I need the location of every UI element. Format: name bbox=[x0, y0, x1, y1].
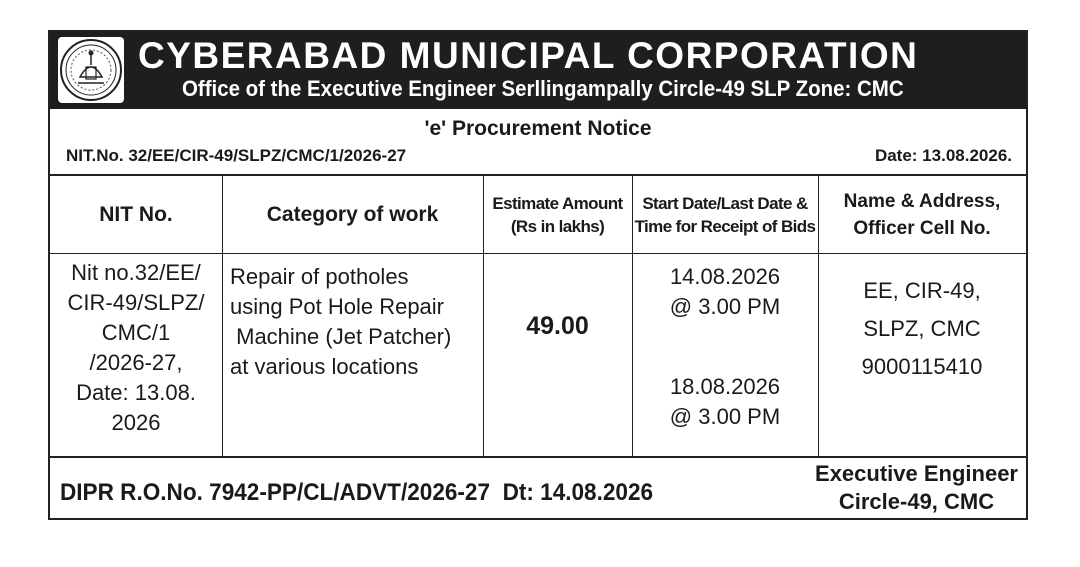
cell-category-line: Repair of potholes bbox=[230, 264, 409, 289]
cell-nit-no-line: CIR-49/SLPZ/ bbox=[67, 290, 205, 315]
notice-date: Date: 13.08.2026. bbox=[874, 146, 1012, 165]
header-estimate-line1: Estimate Amount bbox=[492, 193, 623, 213]
header-estimate bbox=[483, 176, 632, 253]
header-dates-line2: Time for Receipt of Bids bbox=[634, 216, 816, 236]
header-officer-line2: Officer Cell No. bbox=[853, 217, 991, 239]
header-dates-line1: Start Date/Last Date & bbox=[642, 193, 808, 213]
header-estimate-line2: (Rs in lakhs) bbox=[510, 216, 605, 236]
signatory-office: Circle-49, CMC bbox=[838, 489, 995, 514]
municipal-seal-icon bbox=[58, 37, 124, 103]
cell-nit-no-line: /2026-27, bbox=[89, 350, 183, 375]
officer-office: SLPZ, CMC bbox=[863, 316, 981, 341]
cell-category-line: using Pot Hole Repair bbox=[230, 294, 445, 319]
cell-category bbox=[230, 262, 480, 452]
last-date: 18.08.2026 bbox=[669, 374, 781, 399]
cell-category-line: Machine (Jet Patcher) bbox=[230, 324, 452, 349]
header-dates bbox=[632, 176, 818, 253]
cell-nit-no bbox=[50, 258, 222, 458]
cell-nit-no-line: Nit no.32/EE/ bbox=[71, 260, 201, 285]
procurement-notice bbox=[48, 30, 1028, 520]
dipr-reference: DIPR R.O.No. 7942-PP/CL/ADVT/2026-27 Dt: 14.08.2026 bbox=[60, 479, 654, 506]
officer-designation: EE, CIR-49, bbox=[863, 278, 981, 303]
header-nit-no: NIT No. bbox=[99, 202, 173, 226]
organization-name: CYBERABAD MUNICIPAL CORPORATION bbox=[138, 35, 919, 76]
signatory bbox=[815, 460, 1018, 516]
officer-phone: 9000115410 bbox=[861, 354, 983, 379]
signatory-title: Executive Engineer bbox=[815, 461, 1018, 486]
tender-table bbox=[50, 174, 1026, 458]
start-date: 14.08.2026 bbox=[669, 264, 781, 289]
cell-nit-no-line: CMC/1 bbox=[101, 320, 171, 345]
start-time: @ 3.00 PM bbox=[669, 294, 781, 319]
cell-category-line: at various locations bbox=[230, 354, 419, 379]
estimate-amount: 49.00 bbox=[526, 311, 589, 340]
office-name: Office of the Executive Engineer Serllingampally Circle-49 SLP Zone: CMC bbox=[182, 76, 904, 101]
cell-officer bbox=[818, 272, 1026, 392]
cell-amount bbox=[483, 296, 632, 356]
nit-reference: NIT.No. 32/EE/CIR-49/SLPZ/CMC/1/2026-27 bbox=[66, 146, 407, 165]
notice-title: 'e' Procurement Notice bbox=[424, 117, 652, 140]
cell-last-date bbox=[632, 372, 818, 452]
notice-header bbox=[50, 32, 1026, 109]
cell-nit-no-line: Date: 13.08. bbox=[76, 380, 196, 405]
header-officer bbox=[818, 176, 1026, 253]
cell-nit-no-line: 2026 bbox=[111, 410, 161, 435]
header-category: Category of work bbox=[266, 202, 439, 226]
header-officer-line1: Name & Address, bbox=[843, 190, 1001, 212]
last-time: @ 3.00 PM bbox=[669, 404, 781, 429]
cell-start-date bbox=[632, 262, 818, 342]
